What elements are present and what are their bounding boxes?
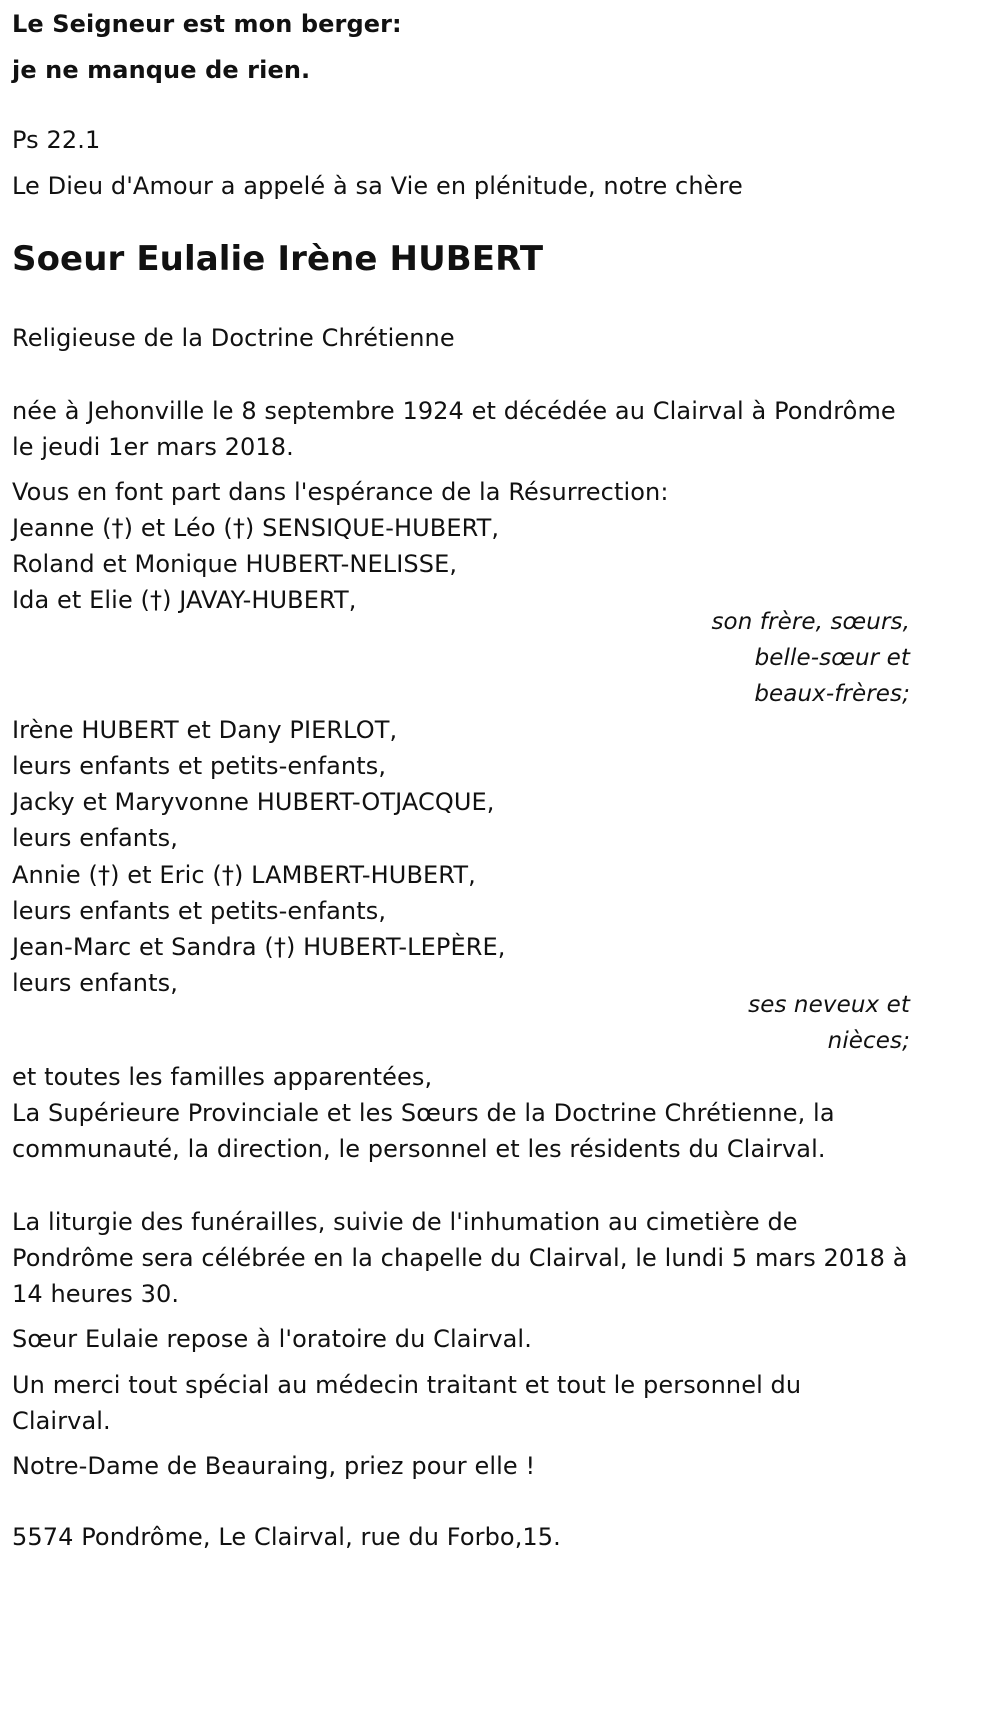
nephew-line: Irène HUBERT et Dany PIERLOT, bbox=[12, 716, 398, 744]
intro-text: Le Dieu d'Amour a appelé à sa Vie en plénitude, notre chère bbox=[12, 172, 743, 200]
others-line-3: communauté, la direction, le personnel et les résidents du Clairval. bbox=[12, 1135, 826, 1163]
sibling-line: Ida et Elie (†) JAVAY-HUBERT, bbox=[12, 586, 357, 614]
funeral-line-2: Pondrôme sera célébrée en la chapelle du Clairval, le lundi 5 mars 2018 à bbox=[12, 1244, 908, 1272]
nephew-line: Jacky et Maryvonne HUBERT-OTJACQUE, bbox=[12, 788, 495, 816]
sibling-relation-line: belle-sœur et bbox=[754, 645, 910, 671]
funeral-line-3: 14 heures 30. bbox=[12, 1280, 180, 1308]
nephew-line: Annie (†) et Eric (†) LAMBERT-HUBERT, bbox=[12, 861, 476, 889]
announcement-text: Vous en font part dans l'espérance de la Résurrection: bbox=[12, 478, 669, 506]
nephew-line: Jean-Marc et Sandra (†) HUBERT-LEPÈRE, bbox=[12, 933, 506, 961]
quote-line-1: Le Seigneur est mon berger: bbox=[12, 10, 402, 38]
congregation-text: Religieuse de la Doctrine Chrétienne bbox=[12, 324, 455, 352]
thanks-line-1: Un merci tout spécial au médecin traitant et tout le personnel du bbox=[12, 1371, 802, 1399]
quote-line-2: je ne manque de rien. bbox=[12, 56, 311, 84]
nephew-relation-line: ses neveux et bbox=[748, 992, 910, 1018]
sibling-line: Roland et Monique HUBERT-NELISSE, bbox=[12, 550, 458, 578]
address-text: 5574 Pondrôme, Le Clairval, rue du Forbo,15. bbox=[12, 1523, 561, 1551]
sibling-line: Jeanne (†) et Léo (†) SENSIQUE-HUBERT, bbox=[12, 514, 500, 542]
nephew-line: leurs enfants et petits-enfants, bbox=[12, 752, 387, 780]
nephew-line: leurs enfants, bbox=[12, 969, 178, 997]
others-line-1: et toutes les familles apparentées, bbox=[12, 1063, 433, 1091]
birth-death-line-2: le jeudi 1er mars 2018. bbox=[12, 433, 294, 461]
nephew-line: leurs enfants, bbox=[12, 824, 178, 852]
scripture-reference: Ps 22.1 bbox=[12, 126, 101, 154]
prayer-text: Notre-Dame de Beauraing, priez pour elle ! bbox=[12, 1452, 536, 1480]
nephew-relation-line: nièces; bbox=[827, 1028, 910, 1054]
birth-death-line-1: née à Jehonville le 8 septembre 1924 et décédée au Clairval à Pondrôme bbox=[12, 397, 896, 425]
others-line-2: La Supérieure Provinciale et les Sœurs de la Doctrine Chrétienne, la bbox=[12, 1099, 835, 1127]
sibling-relation-line: beaux-frères; bbox=[754, 681, 910, 707]
funeral-line-1: La liturgie des funérailles, suivie de l'inhumation au cimetière de bbox=[12, 1208, 798, 1236]
rest-text: Sœur Eulaie repose à l'oratoire du Clairval. bbox=[12, 1325, 532, 1353]
sibling-relation-line: son frère, sœurs, bbox=[711, 609, 910, 635]
nephew-line: leurs enfants et petits-enfants, bbox=[12, 897, 387, 925]
deceased-name: Soeur Eulalie Irène HUBERT bbox=[12, 239, 544, 279]
thanks-line-2: Clairval. bbox=[12, 1407, 111, 1435]
